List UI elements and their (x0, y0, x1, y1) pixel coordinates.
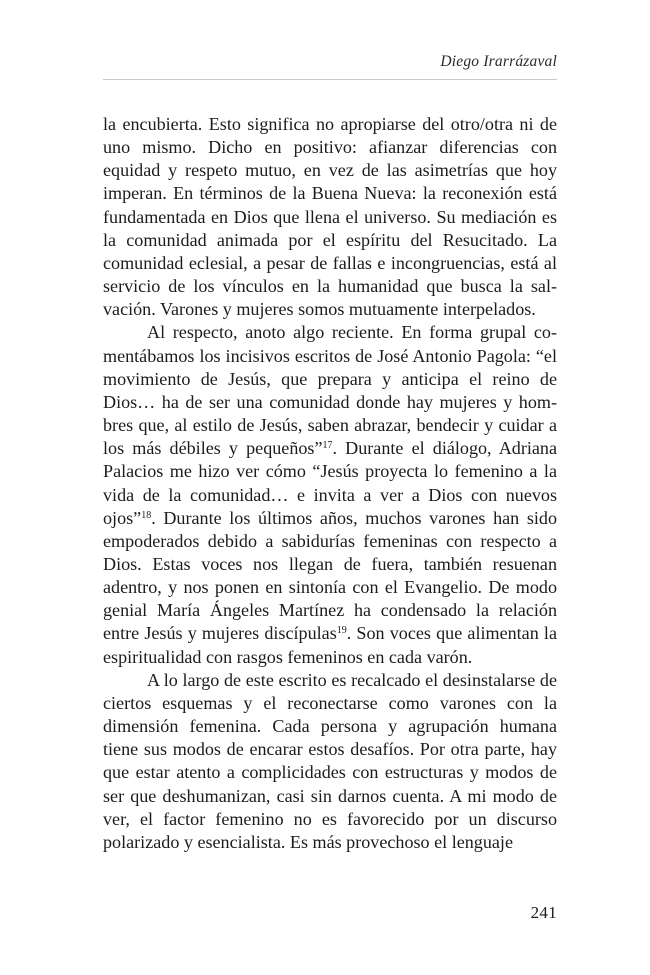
footnote-ref-17[interactable]: 17 (322, 440, 333, 452)
paragraph-1 (103, 113, 557, 321)
paragraph-text: A lo largo de este escrito es recalcado el desinstalarse de ciertos esquemas y el reconectarse como varones con la dimensión femenina. Cada persona y agrupación humana tiene sus modos de encarar estos desafíos. Por otra parte, hay que estar atento a complicidades con estructuras y modos de ser que deshumanizan, casi sin darnos cuenta. A mi modo de ver, el factor femenino no es favorecido por un discurso polarizado y esencialista. Es más provechoso el lenguaje (103, 669, 557, 852)
paragraph-text: . Durante los últimos años, muchos varones han sido empoderados debido a sabidurías femeninas con respecto a Dios. Estas voces nos llegan de fuera, también resuenan adentro, y nos ponen en sintonía con el Evangelio. De modo genial María Ángeles Martínez ha condensado la relación entre Jesús y mujeres discípulas (103, 507, 557, 644)
paragraph-text: . Son voces que alimentan la espiritualidad con rasgos femeninos en cada varón. (103, 623, 557, 667)
paragraph-2 (103, 321, 557, 668)
running-header-author: Diego Irarrázaval (440, 53, 557, 70)
body-text (103, 113, 557, 854)
footnote-ref-18[interactable]: 18 (141, 509, 152, 521)
paragraph-text: la encubierta. Esto significa no apropiarse del otro/otra ni de uno mismo. Dicho en positivo: afianzar diferencias con equidad y respeto mutuo, en vez de las asimetrías que hoy imperan. En términos de la Buena Nueva: la reconexión está fundamentada en Dios que llena el universo. Su mediación es la comunidad animada por el espíritu del Resucitado. La comunidad eclesial, a pesar de fallas e incongruencias, está al servicio de los vínculos en la humanidad que busca la salvación. Varones y mujeres somos mutuamente interpelados. (103, 114, 557, 320)
paragraph-text: . Durante el diálogo, Adriana Palacios me hizo ver cómo “Jesús proyecta lo femenino a la vida de la comunidad… e invita a ver a Dios con nuevos ojos” (103, 438, 557, 528)
page-number: 241 (530, 903, 557, 922)
paragraph-3 (103, 669, 557, 854)
footnote-ref-19[interactable]: 19 (336, 625, 347, 637)
paragraph-text: Al respecto, anoto algo reciente. En forma grupal comentábamos los incisivos escritos de José Antonio Pagola: “el movimiento de Jesús, que prepara y anticipa el reino de Dios… ha de ser una comunidad donde hay mujeres y hombres que, al estilo de Jesús, saben abrazar, bendecir y cuidar a los más débiles y pequeños” (103, 322, 557, 459)
header-divider (103, 79, 557, 80)
